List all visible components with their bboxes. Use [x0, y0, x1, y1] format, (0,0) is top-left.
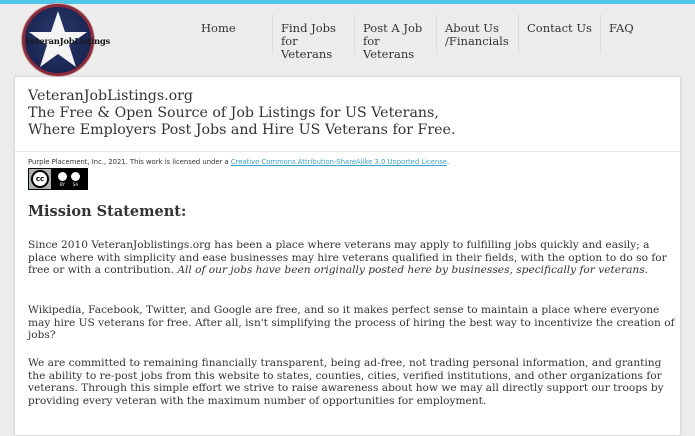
cc-license-badge[interactable] [28, 168, 88, 190]
logo-text: VeteranJobListings [25, 37, 111, 47]
heading-tagline-2: Where Employers Post Jobs and Hire US Veterans for Free. [28, 122, 456, 138]
heading-tagline-1: The Free & Open Source of Job Listings for US Veterans, [28, 105, 439, 121]
attribution-icon [58, 172, 67, 181]
nav-post-job[interactable]: Post A Job for Veterans [355, 14, 437, 54]
license-end: . [446, 158, 450, 166]
mission-paragraph-3: We are committed to remaining financially transparent, being ad-free, not trading personal information, and granting the ability to re-post jobs from this website to states, counties, cities, verified institutions, and other organizations for veterans. Through this simple effort we strive to raise awareness about how we may all directly support our troops by providing every veteran with the maximum number of opportunities for employment. [28, 357, 664, 407]
divider [15, 151, 680, 152]
main-nav [190, 14, 641, 61]
badge-sa-label: SA [72, 181, 79, 187]
mission-paragraph-2: Wikipedia, Facebook, Twitter, and Google are free, and so it makes perfect sense to maintain a place where everyone may hire US veterans for free. After all, isn't simplifying the process of hiring the best way to incentivize the creation of jobs? [28, 304, 675, 342]
mission-title: Mission Statement: [28, 203, 187, 220]
mission-paragraph-1 [28, 239, 678, 277]
nav-contact-us[interactable]: Contact Us [519, 14, 601, 54]
license-notice [28, 158, 449, 166]
share-alike-icon [71, 172, 80, 181]
nav-faq[interactable]: FAQ [609, 21, 634, 35]
site-logo[interactable] [22, 4, 111, 76]
top-accent-bar [0, 0, 695, 4]
badge-by-label: BY [59, 181, 65, 187]
mission-p1-text: Since 2010 VeteranJoblistings.org has been a place where veterans may apply to fulfilling jobs quickly and easily; a place where with simplicity and ease businesses may hire veterans qualified in their fields, with the option to do so for free or with a contribution. [28, 239, 667, 277]
cc-icon: cc [31, 170, 49, 188]
mission-p1-emphasis: All of our jobs have been originally posted here by businesses, specifically for veterans. [177, 264, 649, 277]
nav-home[interactable]: Home [190, 14, 273, 54]
heading-site-name: VeteranJobListings.org [28, 88, 194, 104]
nav-about-us[interactable]: About Us /Financials [437, 14, 519, 54]
nav-find-jobs[interactable]: Find Jobs for Veterans [273, 14, 355, 54]
license-link[interactable]: Creative Commons Attribution-ShareAlike 3.0 Unported License [230, 158, 447, 166]
content-card [14, 76, 681, 436]
page-heading [28, 88, 455, 139]
cc-by-sa [51, 169, 87, 189]
license-text: Purple Placement, Inc., 2021. This work is licensed under a [28, 158, 231, 166]
